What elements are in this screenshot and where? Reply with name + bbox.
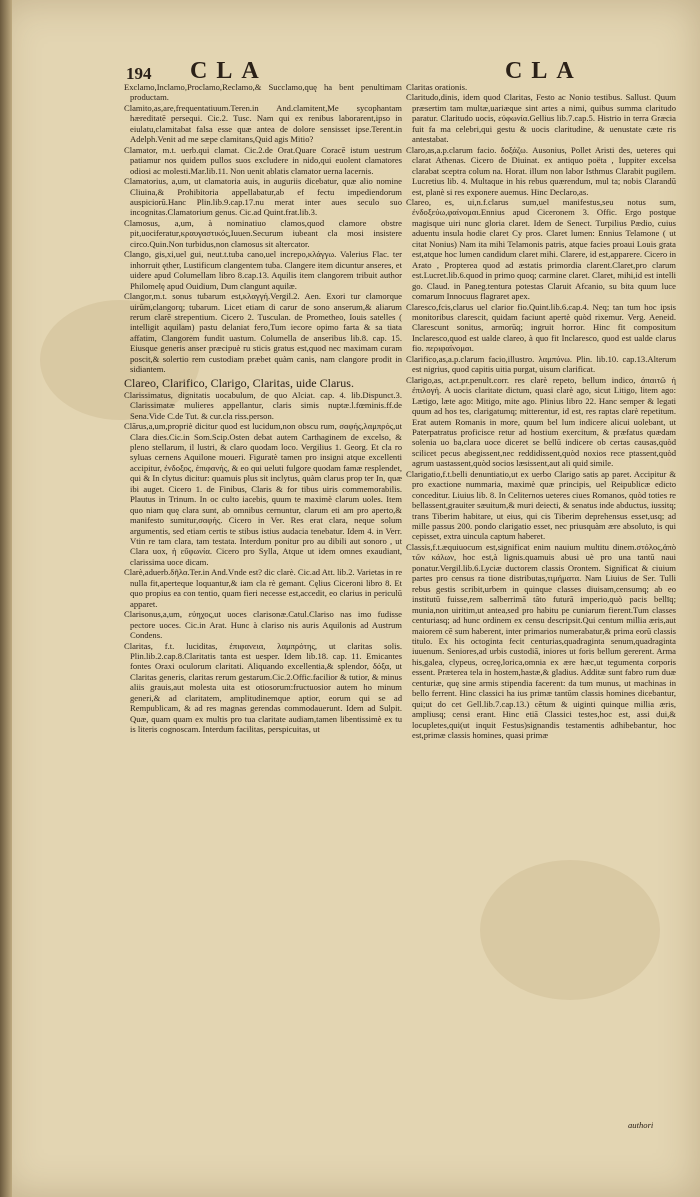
dictionary-entry: Clarigatio,f.t.belli denuntiatio,ut ex uerbo Clarigo satis ap paret. Accipitur & pro exactione nummaria, maximè quæ principis, uel Reipublicæ edicto conceditur. Liuius lib. 8. In Celiternos ueteres ciues Romanos, quòd toties re bellassent,grauiter sæuitum,& muri deiecti, & senatus inde abductus, iussitq; trans Tiberim habitare, ut eius, qui cis Tiberim deprehensus esset,usq; ad mille passus 200. pondo clarigatio esset, nec priusquàm ære absoluto, is qui cepisset, extra uincula captum haberet. [406, 468, 676, 542]
right-running-head: CLA [505, 58, 583, 84]
dictionary-entry: Clarisonus,a,um, εὐηχος,ut uoces clarisonæ.Catul.Clariso nas imo fudisse pectore uoces. Cic.in Arat. Hunc à clariso nis auris Aquilonis ad Austrum Condens. [124, 609, 402, 641]
dictionary-entry: Clārus,a,um,propriè dicitur quod est lucidum,non obscu rum, σαφής,λαμπρός,ut Clara dies.Cic.in Som.Scip.Osten debat autem Carthaginem de excelso, & pleno stellarum, il lustri, & claro quodam loco. Vergilius 1. Georg. Et cla ro syluas cernens Aquilone moueri. Figuratè tamen pro insigni atque excellenti accipitur, ἐνδοξος, ἐπιφανής, & eo qui ueluti fulgore quodam famæ resplendet, qui & In clytus dicitur: quamuis plus sit inclytus, quàm clarus prop ter In, quæ ibi auget. Cicero 1. de Finibus, Claris & for tibus uiris commemorabilis. Plautus in Trinum. In oc culto iacebis, quum te maximè clarum uoles. Item quo niam quę clara sunt, ab omnibus cernuntur, clarum eti am pro aperto,& manifesto sumitur,σαφής. Cicero in Ver. Res erat clara, neque solum argumentis, sed etiam certis te stibus istius audacia tenebatur. Idem 4. in Verr. Vtin re tam clara, tam testata. Interdum ponitur pro au dibili aut sonoro , ut Clara uox, ἡ εὔφωνία. Cicero pro Sylla, Atque ut idem omnes exaudiant, clarissima uoce dicam. [124, 421, 402, 567]
dictionary-entry: Clamosus, a,um, à nominatiuo clamos,quod clamore obstre pit,uociferatur,κραυγαστικός,Iuuen.Securum iubeant cla mosi insistere circo.Quin.Non turbidus,non clamosus sit altercator. [124, 217, 402, 249]
dictionary-entry: Clamator, m.t. uerb.qui clamat. Cic.2.de Orat.Quare Coracē istum uestrum patiamur nos quidem pullos suos excludere in nido,qui euolent clamatores odiosi ac molesti.Mar.lib.11. Non uenit ablatis clamator uerna lacernis. [124, 144, 402, 176]
right-column [406, 82, 676, 741]
left-running-head: CLA [190, 58, 268, 84]
dictionary-entry: Claritudo,dinis, idem quod Claritas, Festo ac Nonio testibus. Sallust. Quum præsertim tam multæ,uariæque sint artes a nimi, quibus summa claritudo paratur. Claritudo uocis, εὐφωνία.Gellius lib.7.cap.5. Histrio in terra Græcia fuit fa ma celebri,qui gestu & uocis claritudine, & uenustate cæte ris antestabat. [406, 92, 676, 145]
catchword: authori [628, 1120, 654, 1130]
dictionary-entry: Clamito,as,are,frequentatiuum.Teren.in And.clamitent,Me sycophantam hæreditatē persequi. Cic.2. Tusc. Nam qui ex renibus laborarent,ipso in eiulatu,clamitabat falsa esse quæ antea de dolore sensisset ipse.Terent.in Adelph.Venit ad me sæpe clamitans,Quid agis Mitio? [124, 102, 402, 145]
dictionary-entry: Exclamo,Inclamo,Proclamo,Reclamo,& Succlamo,quę ha bent penultimam productam. [124, 82, 402, 103]
dictionary-entry: Clango, gis,xi,uel gui, neut.t.tuba cano,uel increpo,κλάγγω. Valerius Flac. ter inhorruit ęther, Lustificum clangentem tuba. Clangere item dicuntur anseres, et uidere apud Columellam libro 8.cap.13. Aquilis item clangorem tribuit author Philomelę apud Ouidium, Dum clangunt aquilæ. [124, 249, 402, 291]
page-number: 194 [126, 64, 152, 83]
page-gutter [0, 0, 12, 1197]
dictionary-entry: Claresco,fcis,clarus uel clarior fio.Quint.lib.6.cap.4. Neq; tan tum hoc ipsis monitoribus clarescit, quidam faciunt apertè quòd rixemur. Verg. Aeneid. Clarescunt sonitus, armorūq; ingruit horror. Hinc fit compositum Inclaresco,quod est ualde clareo, à quo fit Inclaresco, quod est ualde clarus fio. περιφαίνομαι. [406, 301, 676, 354]
paper-stain [480, 860, 660, 1000]
dictionary-entry: Classis,f.t.æquiuocum est,significat enim nauium multitu dinem.στόλος,ἀπὸ τῶν κάλων, hoc est,à lignis.quamuis abusi uè pro una tantū naui ponatur.Vergil.lib.6.Lyciæ ductorem classis Orontem. Significat & ciuium partes pro census ra tione distributas,τιμήματα. Nam Liuius de Ser. Tulli rebus gestis scribit,urbem in quinque classes diuisam,censumq; ab eo institutū fuisse,rem salberrimā tāto futurā imperio,quò pacis bellīq; munia,non uiritim,ut antea,sed pro habitu pe cuniarum fierent.Tum classes centuriasq; ad hunc ordinem ex censu descripsit.Qui centum millia æris,aut maiorem cē sum haberent, inter primarios numerabatur,& prima eorū classis titulo. Ex his octoginta fecit centurias,quadraginta senum,quadraginta iuuenum. Seniores,ad urbis custodiā, iniores ut foris bellum gererent. Arma his,galea, clypeus, ocreę,lorica,omnia ex ære hæc,ut tegumenta corporis essent. Præterea tela in hostem,hastæ,& gladius. Additæ sunt fabro rum duæ centuriæ, quę sine armis stipendia facerent: da tum munus, ut machinas in bello ferrent. Hinc classici ha ius primæ tantūm classis homines dicebantur, qui;ut do cet Gell.lib.7.cap.13.) cētum & uiginti quinque millia æris, ampliusq; censi erant. Hinc etiā Classici testes,hoc est, assi dui,& locupletes,qui(ut inquit Festus)signandis testamentis adhibebantur, hoc est,primæ classis homines, quasi primæ [406, 541, 676, 741]
dictionary-entry: Clarigo,as, act.pr.penult.corr. res clarè repeto, bellum indico, ἀπαιτῶ ή ἐπιλογή. A uocis claritate dictum, quasi clarè ago, sicut Litigo, litem ago: Lætigo, læte ago: Mitigo, mite ago. Plinius libro 22. Hanc semper & legati quum ad hos tes, clarigatumq; mitterentur, id est, res raptas clarè repetitum. Erat autem Romanis in more, quum bel lum indicere alicui uolebant, ut Paterpatratus proficisce retur ad hostium exercitum, & præfatus quædam solenia uo ba,clara uoce diceret se bellū indicere ob certas causas,quòd scilicet pecus abegissent,nec reddidissent,quòd noxios rece ptassent,quòd agrum uastassent,quòd socios læsissent,aut ali quid simile. [406, 374, 676, 469]
dictionary-entry: Clarissimatus, dignitatis uocabulum, de quo Alciat. cap. 4. lib.Dispunct.3. Clarissimatæ mulieres appellantur, claris simis nuptæ.l.fœminis.ff.de Sena.Vide C.de Tut. & cur.cla riss.person. [124, 389, 402, 421]
dictionary-entry: Claritas, f.t. luciditas, ἐπιφανεια, λαμπρότης, ut claritas solis. Plin.lib.2.cap.8.Claritatis tanta est uesper. Idem lib.18. cap. 11. Emicantes fontes Oraxi oculorum claritati. Aliquando excellentia,& splendor, δόξα, ut Claritas generis, claritas rerum gestarum.Cic.2.Offic.facilior & tutior, & minus aliis grauis,aut molesta uita est otiosorum:fructuosior autem ho minum generi,& ad claritatem, amplitudinemque aptior, eorum qui se ad Rempublicam, & ad res magnas gerendas commodauerunt. Idem ad Sulpit. Quæ, quam quam ex multis pro tua claritate audiam,tamen libentissimè ex tu is literis cognoscam. Interdum facilitas, perspicuitas, ut [124, 640, 402, 735]
dictionary-entry: Clarifico,as,a.p.clarum facio,illustro. λαμπύνω. Plin. lib.10. cap.13.Alterum est nigrius, quod capitis uitia purgat, uisum clarificat. [406, 353, 676, 375]
left-column [124, 82, 402, 735]
dictionary-entry: Clamatorius, a,um, ut clamatoria auis, in auguriis dicebatur, quæ alio nomine Cliuina,& Prohibitoria appellabatur,ab ef fectu impediendorum auspiciorū.Hanc Plin.lib.9.cap.17.nu merat inter aues seculo suo incognitas.Clamatorium genus. Cic.ad Quint.frat.lib.3. [124, 176, 402, 218]
dictionary-entry: Claro,as,a.p.clarum facio. δοξάζω. Ausonius, Pollet Aristi des, ueteres qui clarat Athenas. Cicero de Diuinat. ex antiquo poëta , Iuppiter excelsa clarabat sceptra colum na. Horat. illum non labor Isthmus Clarabit pugilem. Lucretius lib. 4. Multaque in his rebus quærendum, mul ta; nobis Clarandū est, planè si res exponere auemus. Hinc Declaro,as. [406, 144, 676, 197]
dictionary-entry: Clareo, Clarifico, Clarigo, Claritas, uide Clarus. [124, 375, 354, 390]
dictionary-entry: Clareo, es, ui,n.f.clarus sum,uel manifestus,seu notus sum, ἐνδοξεύω,φαίνομαι.Ennius apud Ciceronem 3. Offic. Ergo postque magisque uiri nunc gloria claret. Idem de Senect. Turpilius Pædio, cuius aduentu insula hodie claret Cy pros. Claret lumen: Ennius Telamone ( ut citat Nonius) Nam ita mihi Telamonis patris, atque facies proaui Louis grata est,atque hoc lumen candidum claret mihi. Clarere, id est,apparere. Cicero in Arato , Propterea quod ad æstatis primordia clarent.Claret,pro clarum est.Lucret.lib.6.quod in primo quoq; carmine claret. Claret, mihi,id est intelli go. Claud. in Paneg.tentura potestas Claruit Afcanio, su bita quum luce comarum Innocuus flagraret apex. [406, 196, 676, 302]
dictionary-entry: Claritas orationis. [406, 82, 468, 92]
dictionary-entry: Clarè,aduerb.δῆλα.Ter.in And.Vnde est? dic clarè. Cic.ad Att. lib.2. Varietas in re nulla fit,aperteque loquantur,& iam cla rè gemant. Cęlius Ciceroni libro 8. Et quo propius ea con tentio, quam fieri necesse est,accedit, eo clarius in periculū apparet. [124, 567, 403, 609]
dictionary-entry: Clangor,m.t. sonus tubarum est,κλαγγή.Vergil.2. Aen. Exori tur clamorque uirūm,clangorq; tubarum. Licet etiam di carur de sono anserum,& aliarum rerum clarē strepentium. Cicero 2. Tusculan. de Prometheo, Iouis satelles ( intelligit aquilam) pastu delaniat fero,Tum iecore opimo farta & sa tiata affatim, Clangorem fundit uastum. Columella de anseribus lib.8. cap. 15. Eiusque generis anser præcipuè ru sticis gratus est,quod nec maximam curam poscit,& solertio rem custodiam præbet quàm canis, nam clangore prodit in sidiantem. [124, 291, 402, 375]
